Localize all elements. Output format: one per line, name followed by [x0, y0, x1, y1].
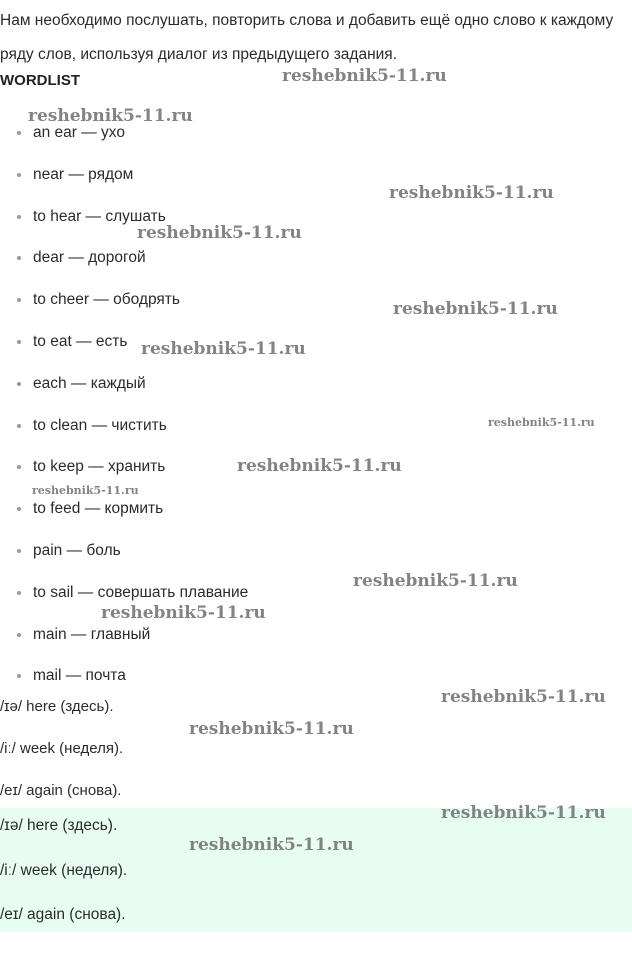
watermark: reshebnik5-11.ru [282, 66, 447, 86]
word-item [0, 283, 248, 325]
word-text: an ear — ухо [33, 124, 126, 141]
bullet-icon [17, 173, 21, 177]
sound-line: /ɪə/ here (здесь). [0, 698, 114, 715]
bullet-icon [17, 340, 21, 344]
bullet-icon [17, 507, 21, 511]
watermark: reshebnik5-11.ru [488, 416, 595, 429]
sound-line: /eɪ/ again (снова). [0, 782, 122, 799]
word-item [0, 158, 248, 200]
word-text: to hear — слушать [33, 207, 166, 225]
watermark: reshebnik5-11.ru [441, 803, 606, 823]
bullet-icon [17, 465, 21, 469]
bullet-icon [17, 549, 21, 553]
word-text: each — каждый [33, 374, 146, 392]
watermark: reshebnik5-11.ru [189, 719, 354, 739]
watermark: reshebnik5-11.ru [101, 603, 266, 623]
word-item [0, 409, 248, 451]
word-text: near — рядом [33, 165, 134, 183]
watermark: reshebnik5-11.ru [189, 835, 354, 855]
word-text: to cheer — ободрять [33, 291, 180, 309]
bullet-icon [17, 298, 21, 302]
word-item [0, 618, 248, 660]
word-text: mail — почта [33, 667, 126, 685]
bullet-icon [17, 382, 21, 386]
watermark: reshebnik5-11.ru [393, 299, 558, 319]
watermark: reshebnik5-11.ru [28, 106, 193, 126]
bullet-icon [17, 131, 21, 135]
watermark: reshebnik5-11.ru [441, 687, 606, 707]
word-item [0, 534, 248, 576]
watermark: reshebnik5-11.ru [141, 339, 306, 359]
bullet-icon [17, 674, 21, 678]
word-text: main — главный [33, 625, 151, 643]
word-text: to eat — есть [33, 332, 128, 350]
watermark: reshebnik5-11.ru [353, 571, 518, 591]
word-item [0, 367, 248, 409]
word-item [0, 241, 248, 283]
word-text: pain — боль [33, 541, 121, 559]
word-text: to feed — кормить [33, 500, 164, 518]
answer-line: /iː/ week (неделя). [0, 861, 128, 879]
wordlist-heading: WORDLIST [0, 72, 80, 89]
watermark: reshebnik5-11.ru [32, 484, 139, 497]
answer-line: /eɪ/ again (снова). [0, 906, 126, 923]
answer-line: /ɪə/ here (здесь). [0, 817, 118, 834]
watermark: reshebnik5-11.ru [389, 183, 554, 203]
word-text: to sail — совершать плавание [33, 583, 249, 601]
bullet-icon [17, 215, 21, 219]
bullet-icon [17, 633, 21, 637]
word-text: to clean — чистить [33, 416, 167, 434]
task-instruction: Нам необходимо послушать, повторить слова и добавить ещё одно слово к каждому ряду слов, используя диалог из предыдущего задания. [0, 12, 614, 63]
bullet-icon [17, 256, 21, 260]
word-text: to keep — хранить [33, 458, 166, 476]
sound-line: /iː/ week (неделя). [0, 740, 124, 757]
answer-block [0, 808, 632, 932]
word-text: dear — дорогой [33, 249, 146, 267]
bullet-icon [17, 591, 21, 595]
watermark: reshebnik5-11.ru [237, 456, 402, 476]
watermark: reshebnik5-11.ru [137, 223, 302, 243]
bullet-icon [17, 424, 21, 428]
word-item [0, 492, 248, 534]
sound-examples [0, 690, 632, 816]
